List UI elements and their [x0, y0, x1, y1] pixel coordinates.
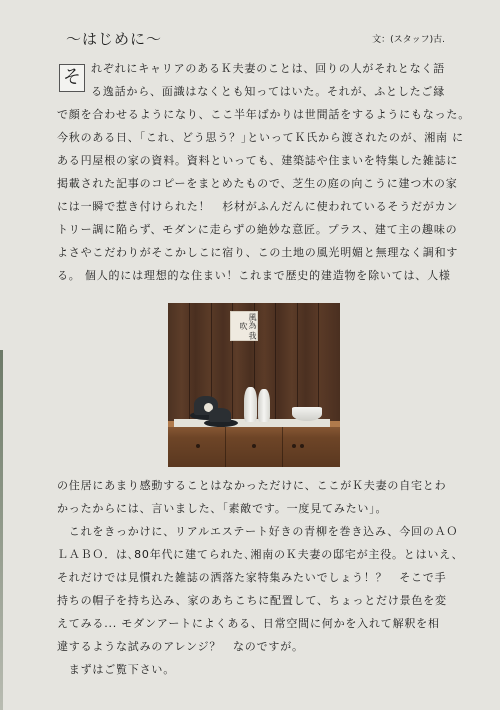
text-line: トリー調に陥らず、モダンに走らずの絶妙な意匠。プラス、建て主の趣味の	[57, 223, 458, 236]
white-bowl	[292, 407, 322, 421]
intro-first-lines	[91, 57, 445, 103]
text-line: る。 個人的には理想的な住まい！これまで歴史的建造物を除いては、人様	[57, 269, 451, 282]
text-line: かったからには、言いました、｢素敵です。一度見てみたい｣。	[57, 502, 388, 515]
wooden-counter	[168, 425, 340, 467]
text-line: 今秋のある日、｢これ、どう思う？｣といってＫ氏から渡されたのが、湘南 に	[57, 131, 464, 144]
text-line: には一瞬で惹き付けられた！ 杉材がふんだんに使われているそうだがカン	[57, 200, 459, 213]
text-line: えてみる... モダンアートによくある、日常空間に何かを入れて解釈を相	[57, 617, 440, 630]
text-line: る逸話から、面識はなくとも知ってはいた。それが、ふとしたご縁	[91, 85, 445, 98]
drop-cap: そ	[59, 64, 85, 92]
interior-photo	[168, 303, 340, 467]
text-line: これをきっかけに、リアルエステート好きの青柳を巻き込み、今回のＡＯ	[57, 525, 459, 538]
intro-paragraph	[57, 103, 470, 287]
text-line: 持ちの帽子を持ち込み、家のあちこちに配置して、ちょっとだけ景色を変	[57, 594, 447, 607]
text-line: それだけでは見慣れた雑誌の洒落た家特集みたいでしょう！？ そこで手	[57, 571, 447, 584]
body-paragraph	[57, 474, 463, 681]
calligraphy-scroll: 風為 我吹	[230, 311, 258, 341]
text-line: で顔を合わせるようになり、ここ半年ばかりは世間話をするようにもなった。	[57, 108, 470, 121]
white-vase	[258, 389, 270, 422]
text-line: 違するような試みのアレンジ？ なのですが。	[57, 640, 304, 653]
text-line: ある円屋根の家の資料。資料といっても、建築誌や住まいを特集した雑誌に	[57, 154, 459, 167]
text-line: 掲載された記事のコピーをまとめたもので、芝生の庭の向こうに建つ木の家	[57, 177, 458, 190]
white-vase	[244, 387, 257, 422]
text-line: れぞれにキャリアのあるＫ夫妻のことは、回りの人がそれとなく語	[91, 62, 445, 75]
text-line: よさやこだわりがそこかしこに宿り、この土地の風光明媚と無理なく調和す	[57, 246, 459, 259]
article-title: ～はじめに～	[66, 30, 163, 48]
left-edge-photo-strip	[0, 350, 3, 710]
article-header	[66, 28, 445, 50]
text-line: まずはご覧下さい。	[57, 663, 175, 676]
author-byline: 文：(スタッフ)古.	[372, 35, 445, 45]
text-line: の住居にあまり感動することはなかっただけに、ここがＫ夫妻の自宅とわ	[57, 479, 447, 492]
text-line: ＬＡＢＯ．は､80年代に建てられた､湘南のＫ夫妻の邸宅が主役。とはいえ、	[57, 548, 464, 561]
